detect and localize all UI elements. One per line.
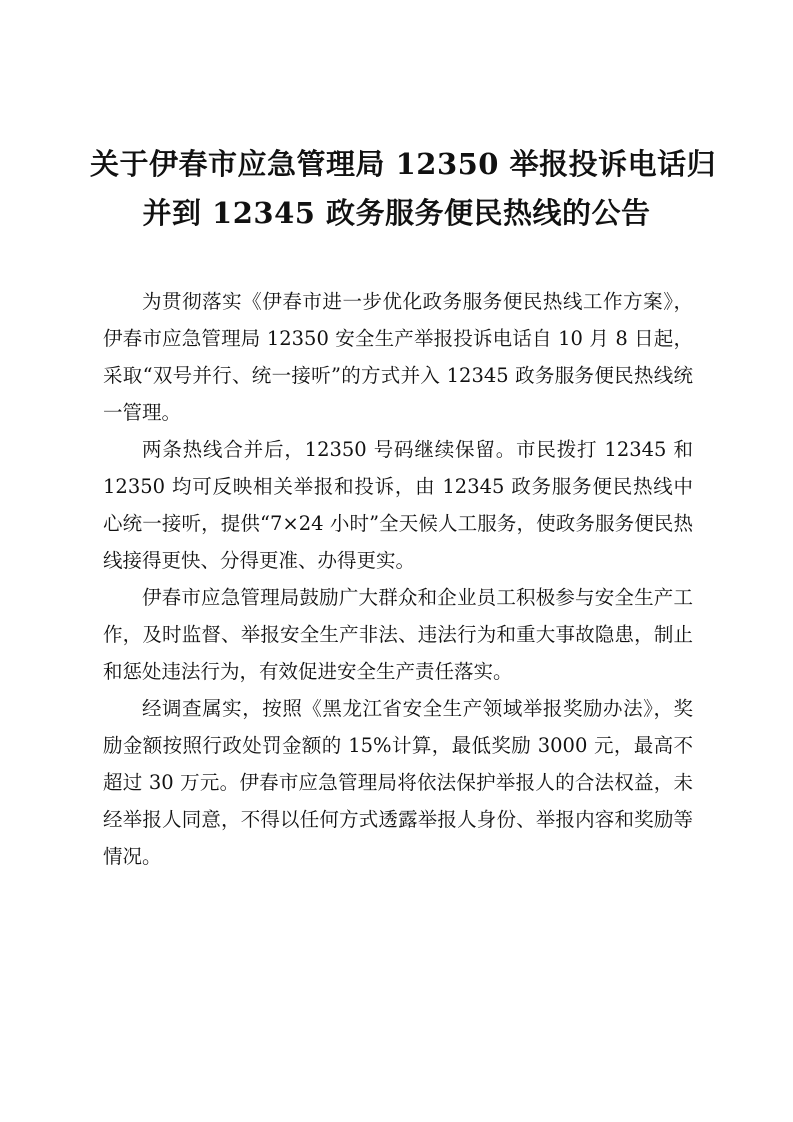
paragraph-3: 伊春市应急管理局鼓励广大群众和企业员工积极参与安全生产工作，及时监督、举报安全生产非法、违法行为和重大事故隐患，制止和惩处违法行为，有效促进安全生产责任落实。	[103, 586, 693, 683]
title-line-1: 关于伊春市应急管理局 12350 举报投诉电话归	[90, 147, 717, 181]
paragraph-2: 两条热线合并后，12350 号码继续保留。市民拨打 12345 和 12350 均可反映相关举报和投诉，由 12345 政务服务便民热线中心统一接听，提供“7×24 小时”全天候人工服务，使政务服务便民热线接得更快、分得更准、办得更实。	[103, 438, 693, 572]
document-title	[90, 140, 717, 238]
title-line-2: 并到 12345 政务服务便民热线的公告	[142, 196, 651, 230]
paragraph-4: 经调查属实，按照《黑龙江省安全生产领域举报奖励办法》，奖励金额按照行政处罚金额的 15%计算，最低奖励 3000 元，最高不超过 30 万元。伊春市应急管理局将依法保护举报人的合法权益，未经举报人同意，不得以任何方式透露举报人身份、举报内容和奖励等情况。	[103, 697, 693, 868]
paragraph-1: 为贯彻落实《伊春市进一步优化政务服务便民热线工作方案》，伊春市应急管理局 12350 安全生产举报投诉电话自 10 月 8 日起，采取“双号并行、统一接听”的方式并入 12345 政务服务便民热线统一管理。	[103, 290, 693, 424]
document-body	[103, 283, 693, 875]
